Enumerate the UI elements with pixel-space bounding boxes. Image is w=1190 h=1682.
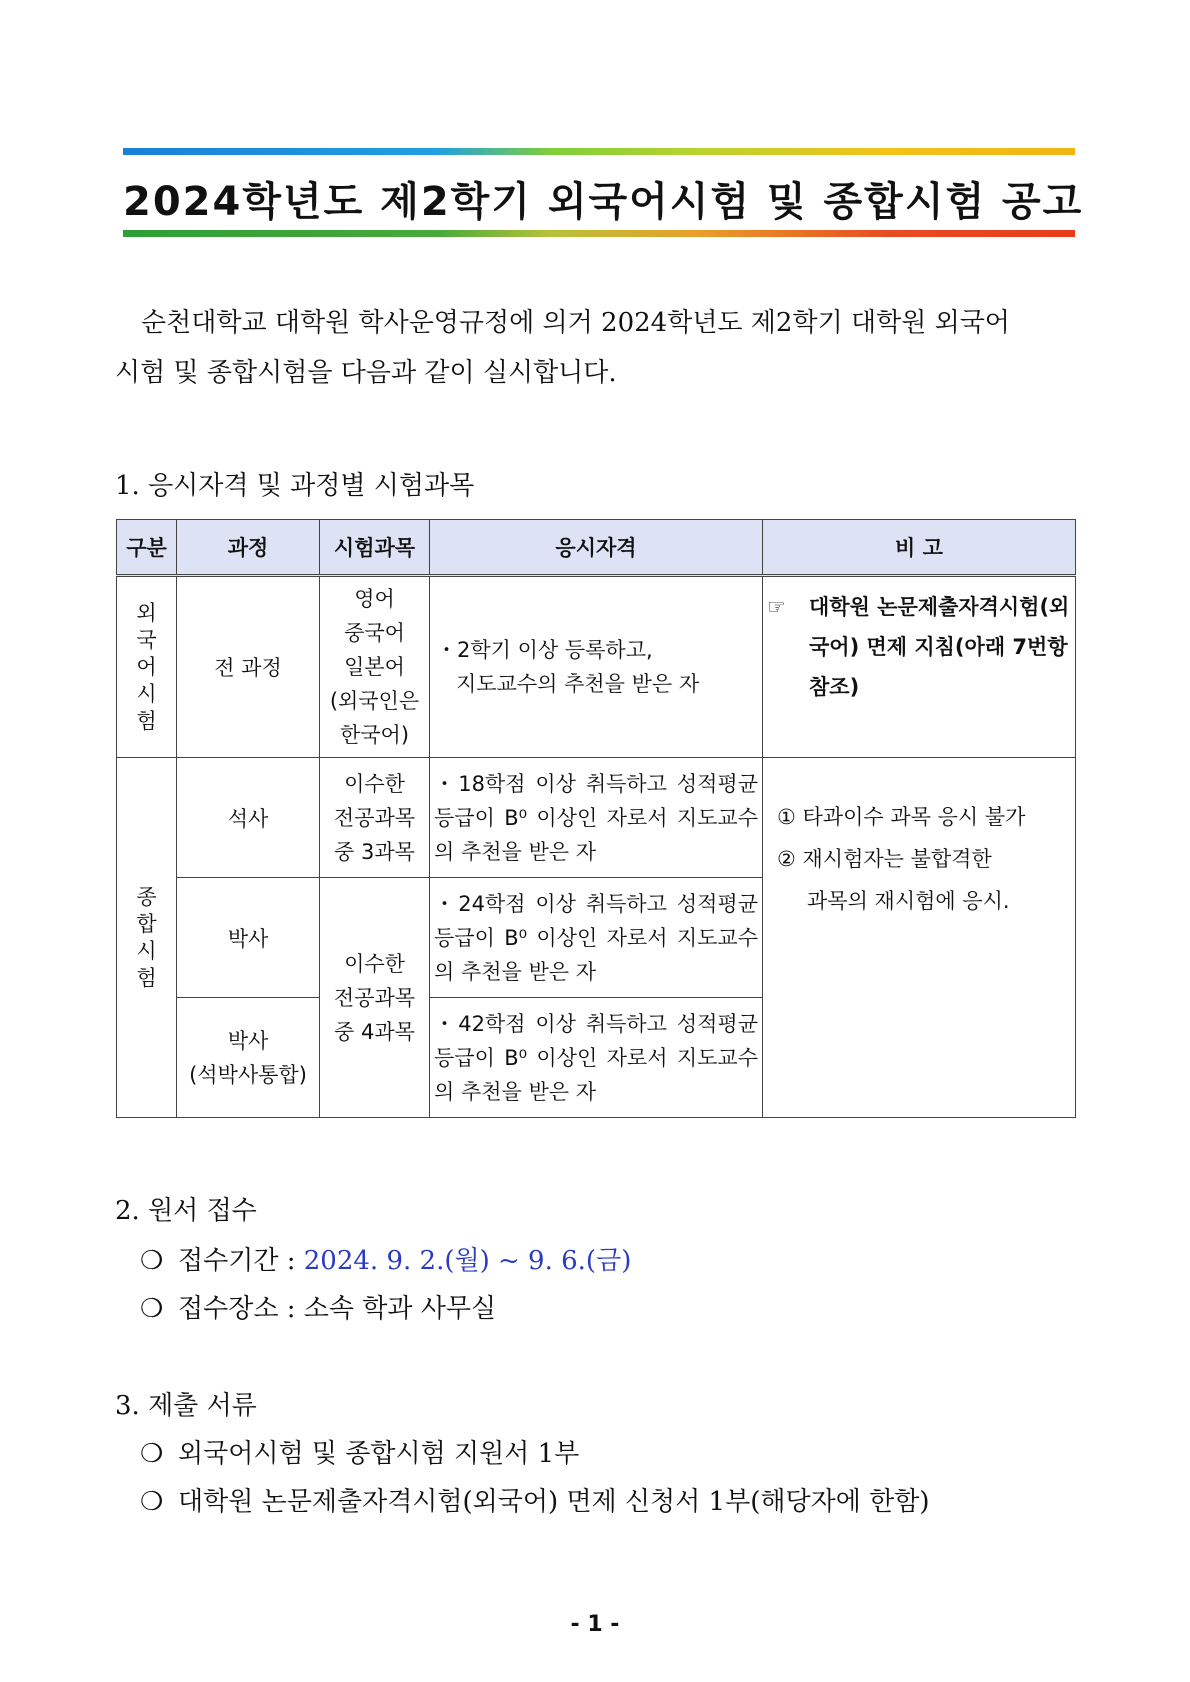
list-item: ❍ 대학원 논문제출자격시험(외국어) 면제 신청서 1부(해당자에 한함) (140, 1487, 930, 1517)
page-number: - 1 - (570, 1612, 620, 1637)
receipt-period: 2024. 9. 2.(월) ~ 9. 6.(금) (303, 1246, 632, 1276)
exam-table (116, 519, 1076, 1118)
note-foreign: ☞ 대학원 논문제출자격시험(외국어) 면제 지침(아래 7번항 참조) (763, 576, 1076, 758)
pointing-hand-icon: ☞ (767, 595, 786, 619)
section2-heading: 2. 원서 접수 (115, 1196, 257, 1226)
receipt-place: 소속 학과 사무실 (303, 1294, 497, 1324)
section3-heading: 3. 제출 서류 (115, 1391, 257, 1421)
circle-bullet-icon: ❍ (140, 1487, 164, 1517)
circle-bullet-icon: ❍ (140, 1246, 164, 1276)
intro-line-2: 시험 및 종합시험을 다음과 같이 실시합니다. (115, 358, 617, 388)
page-title: 2024학년도 제2학기 외국어시험 및 종합시험 공고 (123, 179, 1084, 225)
circle-bullet-icon: ❍ (140, 1439, 164, 1469)
qualification-foreign: ・2학기 이상 등록하고, 지도교수의 추천을 받은 자 (430, 576, 763, 758)
subjects-master: 이수한 전공과목 중 3과목 (320, 758, 430, 878)
category-comprehensive: 종 합 시 험 (117, 758, 177, 1118)
table-header-row (117, 520, 1076, 576)
intro-paragraph (115, 298, 1075, 398)
section1-heading: 1. 응시자격 및 과정별 시험과목 (115, 471, 475, 501)
title-top-bar (123, 148, 1075, 155)
course-doctor: 박사 (177, 878, 320, 998)
header-note: 비 고 (763, 520, 1076, 576)
list-item: ❍ 외국어시험 및 종합시험 지원서 1부 (140, 1439, 580, 1469)
header-course: 과정 (177, 520, 320, 576)
qualification-master: ・18학점 이상 취득하고 성적평균등급이 B⁰ 이상인 자로서 지도교수의 추천을 받은 자 (430, 758, 763, 878)
category-foreign: 외 국 어 시 험 (117, 576, 177, 758)
course-all: 전 과정 (177, 576, 320, 758)
list-item: ❍ 접수장소 : 소속 학과 사무실 (140, 1294, 497, 1324)
table-row (117, 576, 1076, 758)
list-item: ❍ 접수기간 : 2024. 9. 2.(월) ~ 9. 6.(금) (140, 1246, 632, 1276)
table-row (117, 758, 1076, 878)
course-master: 석사 (177, 758, 320, 878)
title-bottom-bar (123, 230, 1075, 237)
note-comprehensive: ① 타과이수 과목 응시 불가 ② 재시험자는 불합격한 과목의 재시험에 응시. (763, 758, 1076, 1118)
intro-line-1: 순천대학교 대학원 학사운영규정에 의거 2024학년도 제2학기 대학원 외국어 (141, 308, 1010, 338)
subjects-foreign: 영어 중국어 일본어 (외국인은 한국어) (320, 576, 430, 758)
qualification-integrated: ・42학점 이상 취득하고 성적평균등급이 B⁰ 이상인 자로서 지도교수의 추천을 받은 자 (430, 998, 763, 1118)
qualification-doctor: ・24학점 이상 취득하고 성적평균등급이 B⁰ 이상인 자로서 지도교수의 추천을 받은 자 (430, 878, 763, 998)
course-integrated: 박사 (석박사통합) (177, 998, 320, 1118)
subjects-doctor: 이수한 전공과목 중 4과목 (320, 878, 430, 1118)
header-category: 구분 (117, 520, 177, 576)
header-qualification: 응시자격 (430, 520, 763, 576)
circle-bullet-icon: ❍ (140, 1294, 164, 1324)
header-subjects: 시험과목 (320, 520, 430, 576)
